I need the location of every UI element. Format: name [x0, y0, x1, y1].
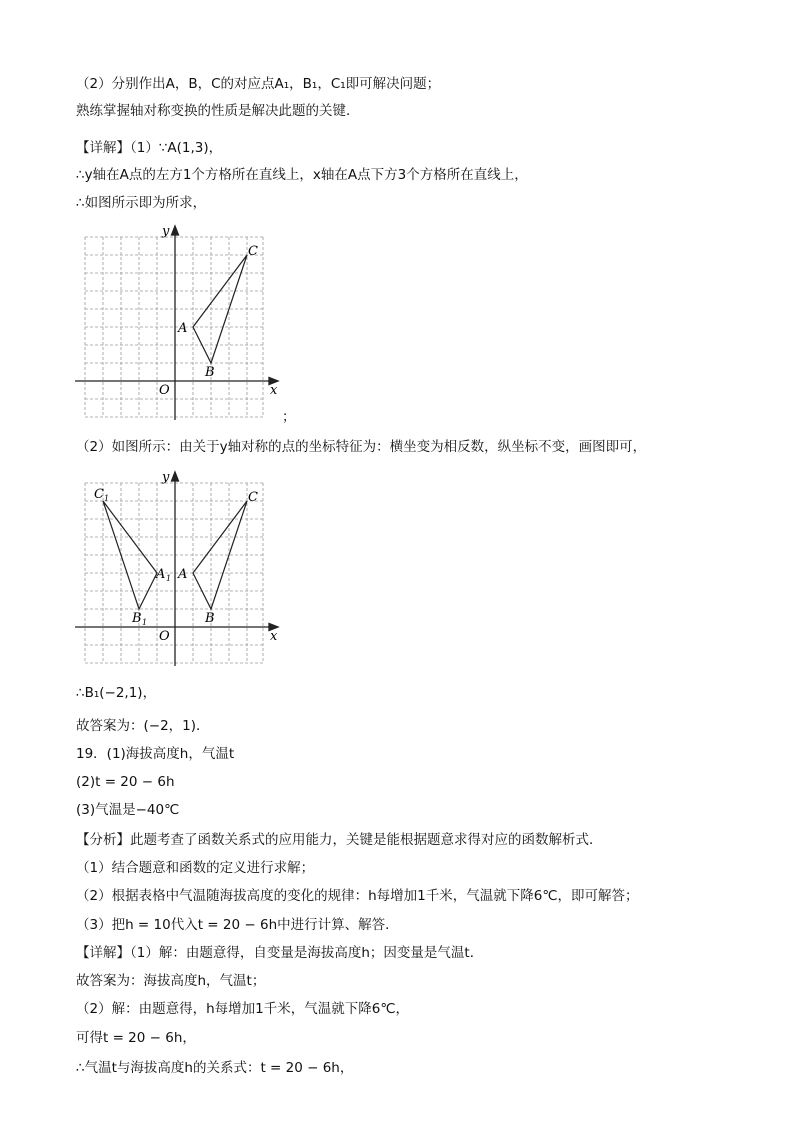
text-line: 【详解】（1）解：由题意得，自变量是海拔高度h；因变量是气温t．	[76, 945, 484, 961]
text-line: 故答案为：(−2，1)．	[76, 718, 210, 734]
text-line: ∴y轴在A点的左方1个方格所在直线上，x轴在A点下方3个方格所在直线上，	[76, 167, 528, 183]
grid	[85, 237, 263, 417]
label-c1-sub: 1	[104, 494, 110, 503]
text-line: （3）把h = 10代入t = 20 − 6h中进行计算、解答．	[76, 917, 399, 933]
text-line: （2）分别作出A，B，C的对应点A₁，B₁，C₁即可解决问题；	[76, 76, 441, 92]
text-line: (3)气温是−40℃	[76, 802, 180, 818]
label-b: B	[205, 611, 215, 626]
text-line: （2）如图所示：由关于y轴对称的点的坐标特征为：横坐变为相反数，纵坐标不变，画图即可，	[76, 439, 647, 455]
coordinate-figure-1	[70, 222, 290, 426]
label-y: y	[162, 470, 170, 485]
text-line: ∴B₁(−2,1)，	[76, 685, 157, 701]
label-x: x	[270, 383, 278, 398]
label-b1-sub: 1	[142, 618, 148, 627]
label-b: B	[205, 365, 215, 380]
y-axis-arrow	[172, 472, 179, 481]
label-y: y	[162, 224, 170, 239]
text-line: ；	[282, 409, 296, 425]
label-c: C	[248, 490, 258, 505]
grid	[85, 483, 263, 663]
text-line: ∴如图所示即为所求，	[76, 195, 207, 211]
text-line: 【分析】此题考查了函数关系式的应用能力，关键是能根据题意求得对应的函数解析式．	[76, 832, 603, 848]
text-line: 熟练掌握轴对称变换的性质是解决此题的关键．	[76, 103, 360, 119]
label-o: O	[159, 383, 170, 398]
label-a: A	[178, 567, 188, 582]
label-a1: A	[156, 567, 166, 582]
text-line: 故答案为：海拔高度h，气温t；	[76, 973, 266, 989]
label-c1: C	[94, 487, 104, 502]
text-line: 19．(1)海拔高度h，气温t	[76, 746, 235, 762]
coordinate-figure-2	[70, 468, 290, 672]
label-b1: B	[132, 611, 142, 626]
text-line: ∴气温t与海拔高度h的关系式：t = 20 − 6h，	[76, 1060, 354, 1076]
label-a1-sub: 1	[166, 574, 172, 583]
text-line: （2）解：由题意得，h每增加1千米，气温就下降6℃，	[76, 1001, 409, 1017]
text-line: 可得t = 20 − 6h，	[76, 1030, 196, 1046]
y-axis-arrow	[172, 226, 179, 235]
label-o: O	[159, 629, 170, 644]
label-a: A	[178, 321, 188, 336]
label-c: C	[248, 244, 258, 259]
text-line: （2）根据表格中气温随海拔高度的变化的规律：h每增加1千米，气温就下降6℃，即可解答；	[76, 888, 639, 904]
label-x: x	[270, 629, 278, 644]
text-line: 【详解】（1）∵A(1,3)，	[76, 140, 223, 156]
text-line: （1）结合题意和函数的定义进行求解；	[76, 860, 315, 876]
text-line: (2)t = 20 − 6h	[76, 774, 175, 790]
